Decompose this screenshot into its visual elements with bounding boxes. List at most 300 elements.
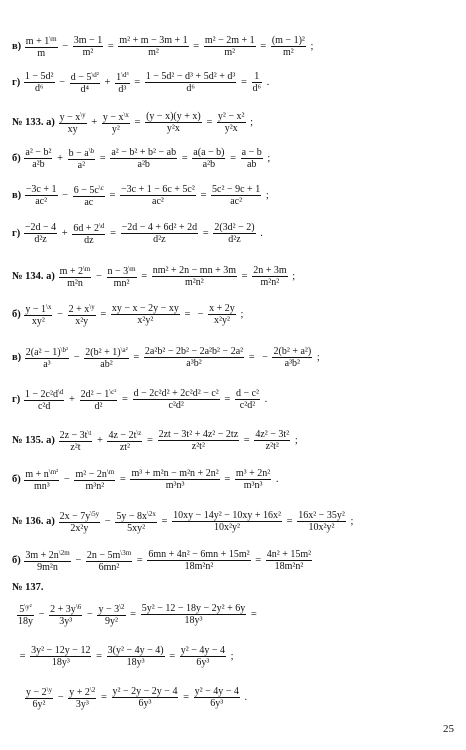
fraction bbox=[86, 548, 132, 573]
fraction bbox=[24, 302, 52, 327]
fraction bbox=[25, 685, 53, 710]
operator: = bbox=[227, 153, 239, 164]
fraction-denominator: x²y bbox=[75, 316, 89, 327]
operator: = bbox=[98, 692, 110, 703]
factor-mark: \y bbox=[80, 111, 86, 119]
factor-mark: \2x bbox=[146, 510, 156, 518]
fraction-denominator: m²n² bbox=[260, 277, 280, 288]
item-label: № 134. а) bbox=[12, 271, 58, 282]
solution-line bbox=[0, 468, 466, 492]
operator: − bbox=[61, 474, 73, 485]
solution-line bbox=[0, 147, 466, 171]
expression bbox=[23, 70, 273, 95]
fraction bbox=[252, 265, 287, 288]
fraction-denominator: 2x²y bbox=[70, 523, 89, 534]
operator: . bbox=[262, 394, 270, 405]
fraction-numerator: $2n - 5m^{\backslash 3m}$ bbox=[86, 549, 132, 561]
fraction-denominator: 18y³ bbox=[184, 615, 203, 626]
expression bbox=[23, 387, 271, 412]
fraction-numerator: $y - 3^{\backslash 2}$ bbox=[98, 603, 125, 615]
operator: = bbox=[238, 77, 250, 88]
operator: − bbox=[72, 555, 84, 566]
fraction-numerator: $5y - 8x^{\backslash 2x}$ bbox=[116, 510, 156, 522]
operator: = bbox=[138, 271, 150, 282]
operator: ; bbox=[264, 153, 273, 164]
fraction-numerator: $1^{\backslash d^3}$ bbox=[116, 71, 129, 83]
fraction-numerator: y² − 4y − 4 bbox=[180, 645, 226, 656]
fraction-numerator: $2d^2 - 1^{\backslash c^2}$ bbox=[80, 388, 117, 400]
operator: ; bbox=[237, 309, 246, 320]
fraction-denominator: d⁶ bbox=[186, 83, 195, 94]
item-label: б) bbox=[12, 153, 24, 164]
operator: − bbox=[59, 41, 71, 52]
fraction-denominator: 3y³ bbox=[75, 699, 89, 710]
item-label: г) bbox=[12, 228, 23, 239]
solution-line bbox=[0, 645, 466, 668]
fraction-numerator: a² − b² + b² − ab bbox=[111, 147, 177, 158]
operator: ; bbox=[289, 271, 298, 282]
fraction bbox=[68, 146, 96, 171]
fraction-denominator: c²d bbox=[37, 401, 51, 412]
fraction bbox=[147, 549, 250, 572]
fraction bbox=[73, 35, 103, 58]
operator: . bbox=[264, 77, 272, 88]
fraction-denominator: 6y³ bbox=[196, 657, 210, 668]
fraction bbox=[24, 222, 57, 245]
fraction-numerator: 3(y² − 4y − 4) bbox=[107, 645, 164, 656]
factor-mark: \2m bbox=[58, 549, 70, 557]
operator: ; bbox=[314, 352, 323, 363]
fraction-numerator: $4z - 2t^{\backslash z}$ bbox=[108, 429, 142, 441]
fraction bbox=[49, 602, 82, 627]
fraction-denominator: zt² bbox=[119, 442, 131, 453]
fraction-numerator: y² − 4y − 4 bbox=[194, 686, 239, 697]
fraction bbox=[112, 686, 179, 709]
factor-mark: \b² bbox=[60, 346, 69, 354]
fraction-numerator: $n - 3^{\backslash m}$ bbox=[107, 265, 136, 277]
operator: − bbox=[195, 309, 207, 320]
fraction bbox=[192, 147, 225, 170]
fraction bbox=[24, 71, 55, 94]
fraction-numerator: $y + 2^{\backslash 2}$ bbox=[69, 686, 96, 698]
operator: = bbox=[284, 516, 296, 527]
operator: ; bbox=[307, 41, 317, 52]
item-label: б) bbox=[12, 474, 24, 485]
fraction-denominator: a²b bbox=[202, 159, 216, 170]
fraction-numerator: y² − 2y − 2y − 4 bbox=[112, 686, 178, 697]
factor-mark: \6 bbox=[75, 603, 82, 611]
operator: = bbox=[158, 516, 171, 527]
fraction-numerator: (m − 1)² bbox=[271, 35, 305, 46]
fraction-numerator: y² − x² bbox=[217, 111, 245, 122]
item-label: г) bbox=[12, 77, 23, 88]
factor-mark: \d² bbox=[91, 71, 99, 79]
fraction-denominator: m³n³ bbox=[165, 480, 185, 491]
fraction-denominator: y²x bbox=[166, 123, 180, 134]
fraction bbox=[130, 468, 219, 491]
operator: = bbox=[181, 309, 193, 320]
operator: = bbox=[97, 153, 109, 164]
fraction-numerator: $y - x^{\backslash x}$ bbox=[102, 111, 129, 123]
factor-mark: \x bbox=[46, 303, 52, 311]
item-label: № 135. а) bbox=[12, 435, 58, 446]
operator: = bbox=[197, 190, 210, 201]
solution-line bbox=[0, 111, 466, 135]
fraction-numerator: −2d − 4 bbox=[24, 222, 57, 233]
operator: = bbox=[97, 309, 109, 320]
fraction bbox=[144, 346, 244, 369]
operator: . bbox=[241, 692, 250, 703]
operator: . bbox=[273, 474, 282, 485]
fraction-denominator: a³b² bbox=[186, 358, 202, 369]
fraction-numerator: $2 + 3y^{\backslash 6}$ bbox=[50, 603, 82, 615]
fraction-numerator: 4n² + 15m² bbox=[266, 549, 312, 560]
fraction-numerator: $5^{\backslash y^2}$ bbox=[19, 603, 32, 615]
expression bbox=[24, 685, 251, 710]
fraction bbox=[120, 184, 196, 207]
fraction-numerator: $2z - 3t^{\backslash t}$ bbox=[59, 429, 92, 441]
expression bbox=[23, 548, 313, 573]
factor-mark: \d³ bbox=[121, 71, 129, 79]
fraction bbox=[107, 428, 142, 453]
operator: = bbox=[221, 474, 233, 485]
solution-line bbox=[0, 303, 466, 327]
factor-mark: \b bbox=[88, 147, 95, 155]
fraction-numerator: nm² + 2n − mn + 3m bbox=[152, 265, 237, 276]
operator: ; bbox=[228, 651, 237, 662]
operator: = bbox=[200, 228, 212, 239]
fraction-denominator: a²b bbox=[137, 159, 150, 170]
fraction bbox=[24, 147, 52, 170]
fraction bbox=[59, 509, 101, 534]
fraction-numerator: 2a²b² − 2b² − 2a²b² − 2a² bbox=[144, 346, 244, 357]
operator: = bbox=[221, 394, 233, 405]
fraction-numerator: (y − x)(y + x) bbox=[146, 111, 201, 122]
fraction-numerator: 6mn + 4n² − 6mn + 15m² bbox=[148, 549, 250, 560]
fraction bbox=[102, 110, 130, 135]
fraction-denominator: c²d² bbox=[239, 400, 256, 411]
fraction-denominator: d⁶ bbox=[252, 83, 262, 94]
fraction-numerator: 2n + 3m bbox=[253, 265, 287, 276]
solution-line bbox=[0, 184, 466, 208]
fraction-denominator: a²b bbox=[32, 159, 45, 170]
solution-line bbox=[0, 603, 466, 627]
factor-mark: \d bbox=[98, 222, 105, 230]
fraction-numerator: 10xy − 14y² − 10xy + 16x² bbox=[173, 510, 282, 521]
fraction bbox=[172, 510, 282, 533]
factor-mark: \x bbox=[123, 111, 129, 119]
fraction-numerator: $y - 2^{\backslash y}$ bbox=[26, 686, 53, 698]
expression bbox=[24, 34, 317, 59]
fraction bbox=[80, 387, 118, 412]
operator: − bbox=[54, 309, 66, 320]
fraction-denominator: ac bbox=[84, 197, 94, 208]
expression bbox=[58, 110, 257, 135]
solution-line bbox=[0, 582, 466, 593]
operator: = bbox=[131, 77, 143, 88]
fraction-denominator: m² bbox=[224, 47, 236, 58]
fraction bbox=[59, 264, 92, 289]
fraction bbox=[254, 429, 290, 452]
operator: − bbox=[55, 692, 67, 703]
expression bbox=[16, 645, 237, 668]
operator: = bbox=[107, 228, 119, 239]
fraction-numerator: $y - 1^{\backslash x}$ bbox=[25, 303, 52, 315]
fraction-numerator: $6 - 5c^{\backslash c}$ bbox=[73, 184, 104, 196]
operator: = bbox=[203, 117, 215, 128]
fraction-denominator: 18y³ bbox=[51, 657, 70, 668]
fraction-denominator: m² bbox=[282, 47, 294, 58]
fraction-denominator: d²z bbox=[34, 234, 47, 245]
fraction-numerator: $m + 2^{\backslash m}$ bbox=[59, 265, 91, 277]
operator: = bbox=[105, 41, 117, 52]
fraction-denominator: mn² bbox=[113, 278, 130, 289]
fraction bbox=[73, 183, 105, 208]
operator: = bbox=[252, 555, 264, 566]
fraction-denominator: d⁶ bbox=[34, 83, 44, 94]
fraction-numerator: $m^2 - 2n^{\backslash m}$ bbox=[75, 468, 115, 480]
fraction-numerator: 16x² − 35y² bbox=[298, 510, 345, 521]
fraction-numerator: −3c + 1 − 6c + 5c² bbox=[121, 184, 195, 195]
fraction bbox=[141, 603, 247, 626]
operator: ; bbox=[347, 516, 356, 527]
operator: − bbox=[102, 516, 114, 527]
fraction-numerator: m² − 2m + 1 bbox=[204, 35, 255, 46]
fraction-numerator: a² − b² bbox=[25, 147, 52, 158]
fraction-denominator: a² bbox=[77, 160, 86, 171]
operator: = bbox=[17, 651, 29, 662]
fraction bbox=[235, 388, 260, 411]
fraction-denominator: 10x²y² bbox=[308, 522, 335, 533]
operator: = bbox=[179, 153, 191, 164]
fraction bbox=[213, 222, 255, 245]
fraction bbox=[158, 429, 240, 452]
fraction bbox=[24, 548, 70, 573]
operator: ; bbox=[263, 190, 272, 201]
fraction-denominator: ab² bbox=[100, 359, 113, 370]
fraction-numerator: 2(3d² − 2) bbox=[214, 222, 255, 233]
fraction-denominator: m³n² bbox=[85, 481, 105, 492]
fraction bbox=[68, 302, 96, 327]
factor-mark: \y bbox=[46, 686, 53, 694]
fraction-numerator: $y - x^{\backslash y}$ bbox=[59, 111, 86, 123]
fraction-numerator: $b - a^{\backslash b}$ bbox=[68, 147, 95, 159]
fraction-denominator: m bbox=[37, 48, 46, 59]
fraction-denominator: d²z bbox=[228, 234, 241, 245]
operator: = bbox=[257, 41, 269, 52]
fraction-numerator: xy − x − 2y − xy bbox=[111, 303, 179, 314]
fraction bbox=[115, 509, 157, 534]
operator: = bbox=[166, 651, 178, 662]
factor-mark: \2 bbox=[89, 686, 96, 694]
fraction bbox=[272, 346, 312, 369]
page-number: 25 bbox=[443, 723, 454, 735]
fraction-denominator: xy² bbox=[31, 316, 45, 327]
factor-mark: \z bbox=[136, 429, 142, 437]
fraction bbox=[25, 34, 58, 59]
expression bbox=[16, 602, 260, 627]
solution-line bbox=[0, 346, 466, 370]
fraction bbox=[107, 264, 137, 289]
fraction-denominator: m² bbox=[148, 47, 159, 58]
factor-mark: \3m bbox=[120, 549, 132, 557]
expression bbox=[58, 264, 299, 289]
fraction-denominator: xy bbox=[67, 124, 78, 135]
fraction bbox=[194, 686, 240, 709]
item-label: № 137. bbox=[12, 582, 47, 593]
item-label: б) bbox=[12, 555, 24, 566]
operator: ; bbox=[292, 435, 301, 446]
fraction-numerator: $2(b^2 + 1)^{\backslash a^2}$ bbox=[85, 346, 128, 358]
fraction bbox=[25, 345, 69, 370]
fraction-denominator: z²t² bbox=[265, 441, 279, 452]
fraction-denominator: m²n bbox=[67, 278, 83, 289]
fraction-numerator: a(a − b) bbox=[193, 147, 225, 158]
fraction-denominator: x²y² bbox=[213, 315, 230, 326]
fraction-denominator: 6y² bbox=[32, 699, 46, 710]
factor-mark: \m bbox=[106, 468, 115, 476]
factor-mark: \d bbox=[57, 388, 64, 396]
fraction-denominator: 6y³ bbox=[138, 698, 152, 709]
operator: ; bbox=[247, 117, 256, 128]
factor-mark: \5y bbox=[90, 510, 100, 518]
fraction bbox=[97, 602, 125, 627]
fraction-denominator: d²z bbox=[153, 234, 166, 245]
fraction-denominator: c²d² bbox=[168, 400, 184, 411]
factor-mark: \m bbox=[82, 265, 91, 273]
fraction-numerator: $m + 1^{\backslash m}$ bbox=[25, 35, 57, 47]
fraction-denominator: d³ bbox=[118, 84, 127, 95]
fraction-denominator: 9m²n bbox=[37, 562, 58, 573]
operator: = bbox=[131, 117, 144, 128]
fraction-numerator: m³ + m²n − m²n + 2n² bbox=[131, 468, 219, 479]
fraction-denominator: mn³ bbox=[33, 481, 50, 492]
fraction bbox=[252, 71, 263, 94]
operator: − bbox=[93, 271, 105, 282]
fraction bbox=[17, 602, 34, 627]
operator: − bbox=[84, 609, 96, 620]
expression bbox=[23, 146, 274, 171]
fraction-denominator: m²n² bbox=[184, 277, 204, 288]
fraction-denominator: z²t bbox=[70, 442, 81, 453]
fraction-numerator: 3y² − 12y − 12 bbox=[31, 645, 91, 656]
operator: − bbox=[36, 609, 48, 620]
expression bbox=[23, 467, 282, 492]
fraction-denominator: y²x bbox=[224, 123, 238, 134]
fraction bbox=[111, 303, 180, 326]
fraction bbox=[133, 388, 220, 411]
operator: = bbox=[190, 41, 202, 52]
fraction-denominator: ab bbox=[246, 159, 257, 170]
fraction bbox=[145, 71, 237, 94]
fraction-numerator: −3c + 1 bbox=[25, 184, 57, 195]
fraction-numerator: a − b bbox=[241, 147, 262, 158]
operator: = bbox=[93, 651, 105, 662]
fraction-numerator: 1 − 5d² − d³ + 5d² + d³ bbox=[145, 71, 236, 82]
operator: . bbox=[257, 228, 266, 239]
fraction bbox=[118, 35, 188, 58]
expression bbox=[23, 221, 267, 246]
fraction-denominator: m³n³ bbox=[243, 480, 263, 491]
fraction bbox=[59, 110, 87, 135]
fraction-denominator: a³ bbox=[43, 359, 51, 370]
solution-line bbox=[0, 510, 466, 534]
operator: − bbox=[259, 352, 271, 363]
fraction bbox=[208, 303, 236, 326]
solution-line bbox=[0, 265, 466, 289]
expression bbox=[24, 345, 324, 370]
solution-line bbox=[0, 35, 466, 59]
item-label: № 136. а) bbox=[12, 516, 58, 527]
solution-line bbox=[0, 429, 466, 453]
fraction-numerator: 2(b² + a²) bbox=[273, 346, 312, 357]
fraction bbox=[110, 147, 177, 170]
operator: = bbox=[119, 394, 131, 405]
fraction-numerator: $m + n^{\backslash m^2}$ bbox=[25, 468, 59, 480]
fraction bbox=[25, 184, 58, 207]
fraction-numerator: 2zt − 3t² + 4z² − 2tz bbox=[158, 429, 239, 440]
fraction-numerator: m² + m − 3m + 1 bbox=[119, 35, 188, 46]
fraction-denominator: ac² bbox=[152, 196, 164, 207]
operator: = bbox=[180, 692, 192, 703]
operator: − bbox=[71, 352, 83, 363]
fraction bbox=[59, 428, 93, 453]
fraction bbox=[30, 645, 91, 668]
factor-mark: \t bbox=[87, 429, 92, 437]
fraction bbox=[241, 147, 263, 170]
fraction-denominator: ac² bbox=[230, 196, 243, 207]
operator: = bbox=[246, 352, 258, 363]
fraction-numerator: $2(a^2 - 1)^{\backslash b^2}$ bbox=[25, 346, 69, 358]
fraction-numerator: $2x - 7y^{\backslash 5y}$ bbox=[59, 510, 100, 522]
expression bbox=[23, 302, 247, 327]
operator: = bbox=[248, 609, 260, 620]
fraction bbox=[217, 111, 246, 134]
fraction-numerator: 5c² − 9c + 1 bbox=[212, 184, 261, 195]
solution-line bbox=[0, 549, 466, 573]
fraction bbox=[297, 510, 346, 533]
item-label: № 133. а) bbox=[12, 117, 58, 128]
operator: + bbox=[101, 77, 114, 88]
fraction-numerator: 4z² − 3t² bbox=[255, 429, 290, 440]
fraction-denominator: a³b² bbox=[284, 358, 301, 369]
factor-mark: \2 bbox=[119, 603, 125, 611]
fraction-denominator: 18y³ bbox=[126, 657, 145, 668]
fraction bbox=[24, 467, 59, 492]
operator: + bbox=[54, 153, 66, 164]
fraction-denominator: 9y² bbox=[104, 616, 118, 627]
factor-mark: \m² bbox=[48, 468, 59, 476]
fraction-numerator: 1 bbox=[254, 71, 260, 82]
fraction-denominator: d⁴ bbox=[80, 84, 90, 95]
fraction-denominator: z²t² bbox=[191, 441, 205, 452]
fraction-denominator: 5xy² bbox=[127, 523, 146, 534]
fraction-numerator: d − 2c²d² + 2c²d² − c² bbox=[133, 388, 219, 399]
item-label: в) bbox=[12, 352, 24, 363]
fraction-numerator: m³ + 2n² bbox=[235, 468, 271, 479]
fraction bbox=[211, 184, 261, 207]
fraction-numerator: $d - 5^{\backslash d^2}$ bbox=[70, 71, 99, 83]
item-label: б) bbox=[12, 309, 24, 320]
operator: + bbox=[94, 435, 106, 446]
fraction bbox=[180, 645, 226, 668]
fraction-numerator: d − c² bbox=[235, 388, 260, 399]
operator: = bbox=[134, 555, 146, 566]
fraction-numerator: 3m − 1 bbox=[73, 35, 103, 46]
fraction-denominator: ac² bbox=[35, 196, 48, 207]
item-label: в) bbox=[12, 190, 24, 201]
fraction-denominator: 18y bbox=[18, 616, 33, 627]
